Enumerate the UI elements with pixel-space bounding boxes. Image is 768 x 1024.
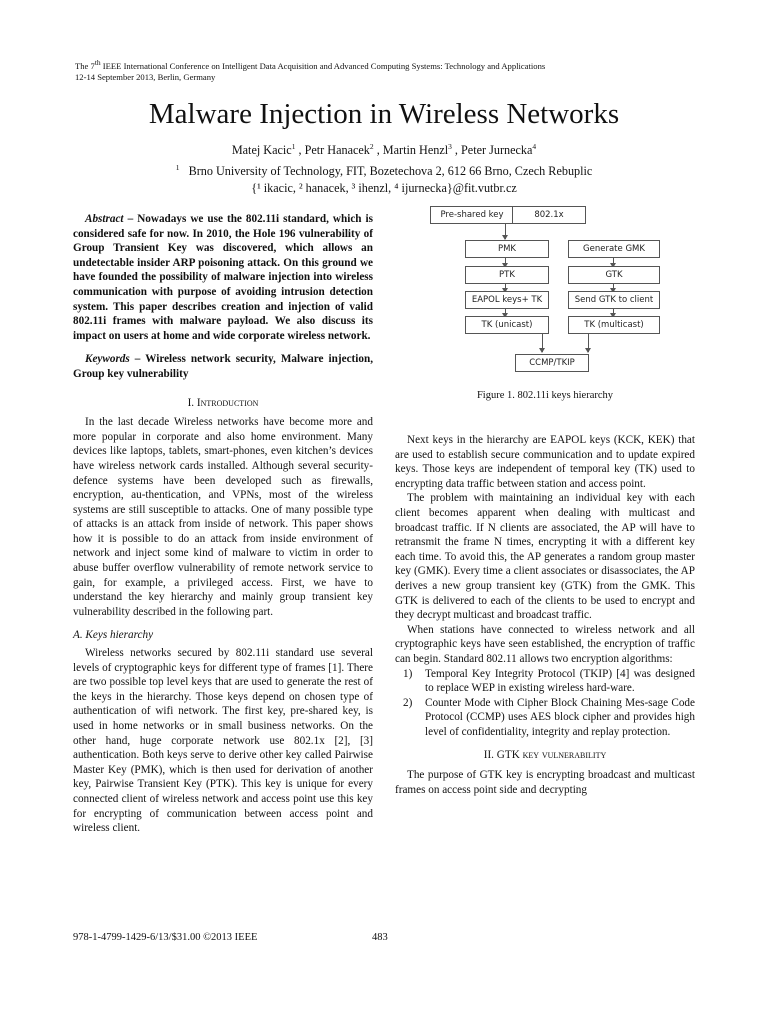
abstract-label: Abstract	[85, 213, 124, 225]
pre-shared-key-box: Pre-shared key	[430, 206, 514, 224]
arrow-down	[542, 334, 543, 352]
affiliation-sup: 1	[175, 163, 180, 173]
section-number: II. GTK	[483, 749, 523, 762]
author-1: Matej Kacic	[231, 143, 292, 158]
eapol-keys-box: EAPOL keys+ TK	[465, 291, 549, 309]
author-2-sup: 2	[369, 142, 374, 151]
list-text: Counter Mode with Cipher Block Chaining Mes-sage Code Protocol (CCMP) uses AES block cipher and provides high level of confidentiality, integrity and replay protection.	[425, 696, 695, 738]
conference-date: 12-14 September 2013, Berlin, Germany	[75, 71, 216, 82]
gtk-box: GTK	[568, 266, 660, 284]
subsection-heading: A. Keys hierarchy	[73, 629, 154, 642]
author-1-sup: 1	[291, 142, 296, 151]
list-text: Temporal Key Integrity Protocol (TKIP) [4] was designed to replace WEP in existing wireless hard-ware.	[425, 667, 695, 695]
conference-ordinal: th	[94, 58, 101, 67]
conference-name-start: The 7	[75, 60, 95, 71]
author-4-sup: 4	[532, 142, 537, 151]
eapol-paragraph: Next keys in the hierarchy are EAPOL keys (KCK, KEK) that are used to establish secure communication and to update expired keys. Those keys are independent of temporal key (TK) used to encrypting data traffic between station and access point.	[395, 434, 695, 490]
author-emails: {¹ ikacic, ² hanacek, ³ ihenzl, ⁴ ijurnecka}@fit.vutbr.cz	[251, 181, 517, 196]
right-column	[395, 433, 695, 797]
figure-caption: Figure 1. 802.11i keys hierarchy	[476, 390, 614, 401]
keys-paragraph: Wireless networks secured by 802.11i standard use several levels of cryptographic keys for different type of frames [1]. There are two possible top level keys that are used to generate the rest of the keys in the hierarchy. Those keys depend on chosen type of authentication of wifi network. The first key, pre-shared key, is used in home networks or in small business networks. On the other hand, huge corporate network use 802.1x [2], [3] authentication. Both keys serve to derive other key called Pairwise Master Key (PMK), which is then used for derivation of another key, Pairwise Transient Key (PTK). This key is unique for every connected client of wireless network and access point use this key for encrypting of communication between access point and wireless client.	[73, 647, 373, 835]
author-block	[0, 138, 768, 197]
left-column	[73, 212, 373, 836]
author-3: , Martin Henzl	[373, 143, 449, 158]
affiliation-text: Brno University of Technology, FIT, Bozetechova 2, 612 66 Brno, Czech Rebuplic	[188, 164, 593, 179]
arrow-down	[505, 224, 506, 239]
conference-line	[75, 57, 695, 72]
encryption-paragraph: When stations have connected to wireless network and all cryptographic keys have seen established, the encryption of traffic can begin. Standard 802.11 allows two encryption algorithms:	[395, 623, 695, 665]
send-gtk-box: Send GTK to client	[568, 291, 660, 309]
keywords	[73, 352, 373, 381]
arrow-down	[588, 334, 589, 352]
keywords-label: Keywords	[85, 353, 130, 366]
author-4: , Peter Jurnecka	[451, 143, 533, 158]
multicast-paragraph: The problem with maintaining an individual key with each client becomes apparent when dealing with multicast and broadcast traffic. If N clients are associated, the AP will have to retransmit the frame N times, encrypting it with a different key each time. To avoid this, the AP generates a random group master key (GMK). Every time a client associates or disassociates, the AP derives a new group transient key (GTK) from the GMK. This GTK is delivered to each of the clients to be used to encrypt and they decrypt multicast and broadcast traffic.	[395, 492, 695, 622]
paper-title: Malware Injection in Wireless Networks	[148, 98, 620, 130]
tk-unicast-box: TK (unicast)	[465, 316, 549, 334]
list-number: 2)	[403, 696, 413, 709]
section-title: Introduction	[196, 396, 259, 409]
ccmp-tkip-box: CCMP/TKIP	[515, 354, 589, 372]
tk-multicast-box: TK (multicast)	[568, 316, 660, 334]
isbn-footer: 978-1-4799-1429-6/13/$31.00 ©2013 IEEE	[73, 932, 258, 943]
author-names	[0, 138, 768, 159]
abstract	[73, 212, 373, 343]
keywords-text: – Wireless network security, Malware injection, Group key vulnerability	[73, 353, 373, 380]
intro-paragraph: In the last decade Wireless networks have become more and more popular in corporate and also home environment. Many devices like laptops, tablets, smart-phones, even kitchen’s devices have wireless network cards installed. Although several security-defence systems have been developed such as firewalls, encryption, au-thentication, and VPNs, most of the wireless systems are still susceptible to attacks. One of many possible type of attacks is an attack from inside of network. This paper shows how it is possible to do an attack from inside environment of network and inject some kind of malware to victim in order to abuse buffer overflow vulnerability of remote network service to gain, for example, a privileged access. First, we have to understand the key hierarchy and mainly group transient key vulnerability described in the following part.	[73, 416, 373, 618]
author-2: , Petr Hanacek	[295, 143, 370, 158]
section-heading-introduction	[73, 396, 373, 411]
generate-gmk-box: Generate GMK	[568, 240, 660, 258]
list-number: 1)	[403, 667, 413, 680]
section-title: key vulnerability	[522, 749, 607, 762]
author-3-sup: 3	[448, 142, 452, 151]
pmk-box: PMK	[465, 240, 549, 258]
encryption-list	[395, 667, 695, 740]
affiliation	[0, 159, 768, 180]
abstract-text: – Nowadays we use the 802.11i standard, which is considered safe for now. In 2010, the Hole 196 vulnerability of Group Transient Key was discovered, which allows an undetectable insider ARP poisoning attack. On this ground we have founded the possibility of malware injection into wireless communication with purpose of avoiding intrusion detection system. This paper describes creation and injection of valid 802.11i frames with malware payload. We also discuss its impact on users at home and wide corporate wireless network.	[73, 213, 373, 342]
ptk-box: PTK	[465, 266, 549, 284]
section-number: I.	[187, 396, 197, 409]
conference-name-end: IEEE International Conference on Intelligent Data Acquisition and Advanced Computing Systems: Technology and Applications	[100, 60, 546, 71]
key-hierarchy-figure	[420, 204, 692, 376]
list-item	[395, 667, 695, 696]
conference-header	[75, 57, 695, 83]
section-heading-gtk	[395, 748, 695, 763]
gtk-paragraph: The purpose of GTK key is encrypting broadcast and multicast frames on access point side and decrypting	[395, 769, 695, 796]
page-number: 483	[372, 932, 388, 943]
dot1x-box: 802.1x	[512, 206, 586, 224]
list-item	[395, 696, 695, 740]
